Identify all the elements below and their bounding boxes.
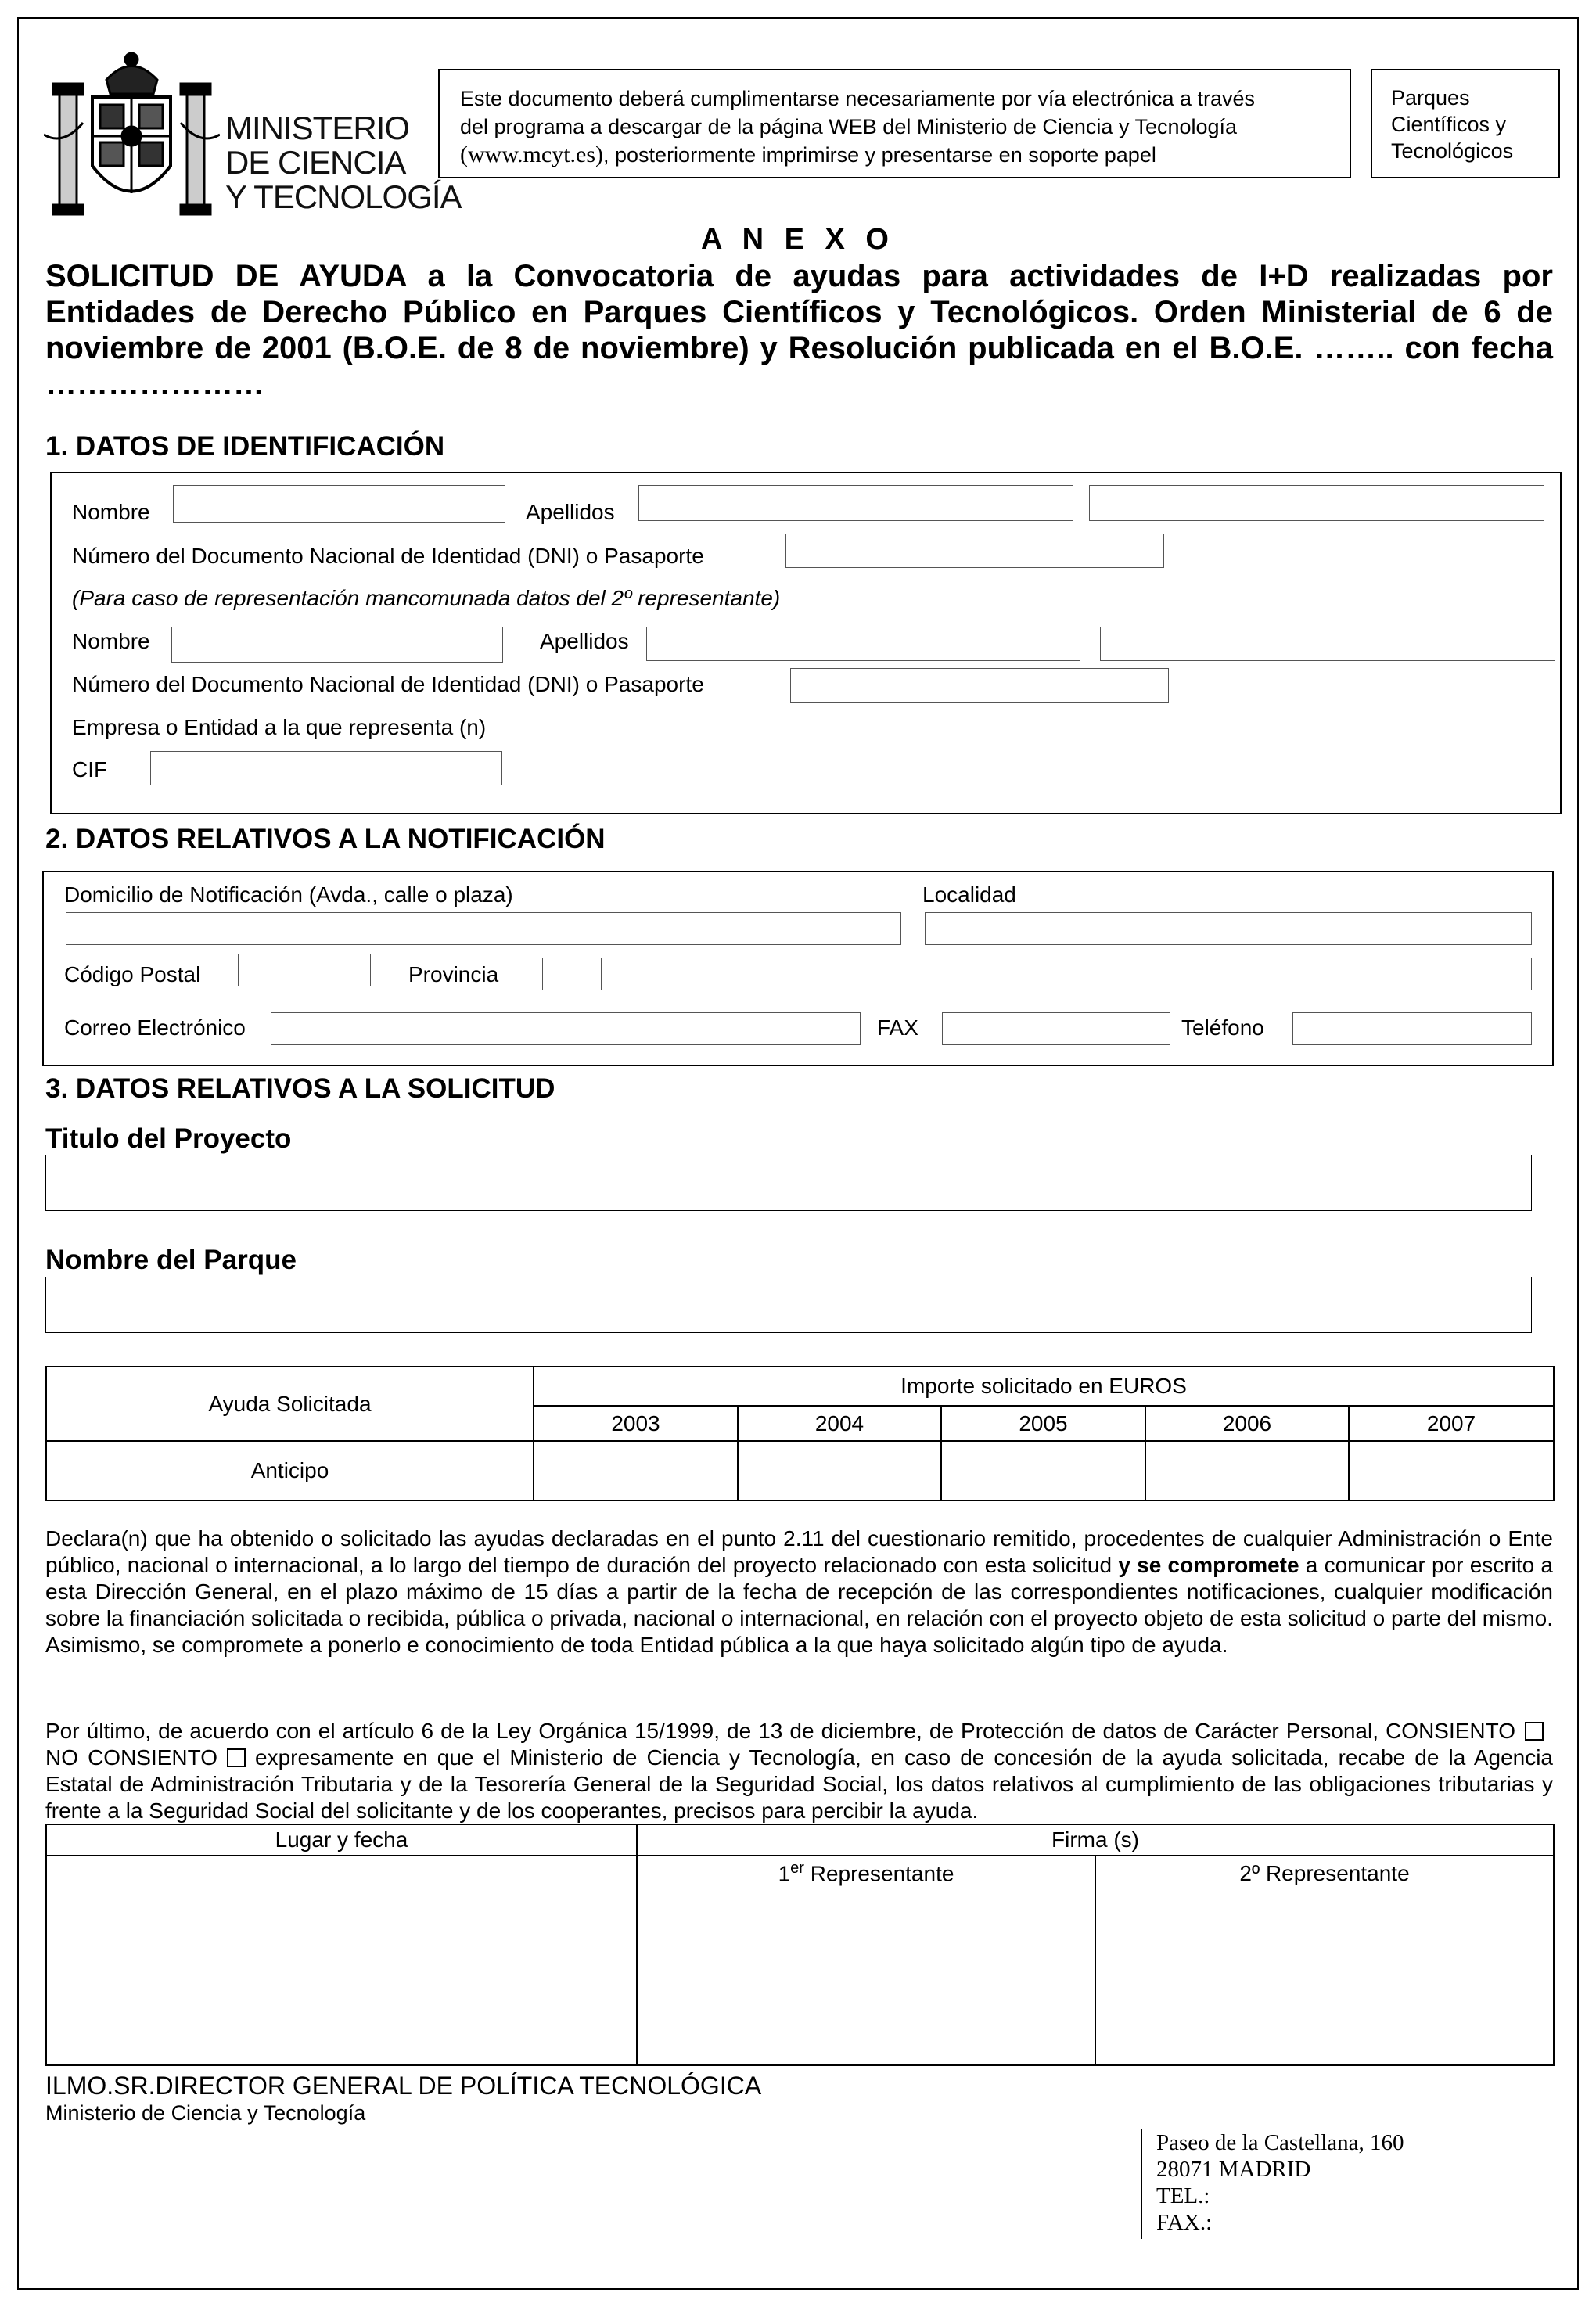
section-2-heading: 2. DATOS RELATIVOS A LA NOTIFICACIÓN: [45, 824, 606, 854]
email-field[interactable]: [271, 1012, 861, 1045]
codigo-postal-field[interactable]: [238, 954, 371, 986]
consent-checkbox[interactable]: [1525, 1722, 1544, 1741]
dni-2-field[interactable]: [790, 668, 1169, 703]
localidad-field[interactable]: [925, 912, 1532, 945]
rep1-signature-cell[interactable]: 1er Representante: [637, 1856, 1095, 2065]
declaration-paragraph: Declara(n) que ha obtenido o solicitado las ayudas declaradas en el punto 2.11 del cuestionario remitido, procedentes de cualquier Administración o Ente público, nacional o internacional, a lo largo del tiempo de duración del proyecto relacionado con esta solicitud y se compromete a comunicar por escrito a esta Dirección General, en el plazo máximo de 15 días a partir de la fecha de recepción de las correspondientes notificaciones, cualquier modificación sobre la financiación solicitada o recibida, pública o privada, nacional o internacional, en relación con el proyecto objeto de esta solicitud o parte del mismo. Asimismo, se compromete a ponerlo e conocimiento de toda Entidad pública a la que haya solicitado algún tipo de ayuda.: [45, 1526, 1553, 1657]
nombre-2-field[interactable]: [171, 627, 503, 663]
annex-title: A N E X O: [701, 223, 895, 256]
anticipo-2004-cell[interactable]: [738, 1441, 941, 1500]
nombre-label: Nombre: [72, 500, 150, 524]
apellido1-2-field[interactable]: [646, 627, 1080, 661]
section-1-heading: 1. DATOS DE IDENTIFICACIÓN: [45, 431, 445, 462]
apellido1-field[interactable]: [638, 485, 1073, 521]
rep2-signature-cell[interactable]: 2º Representante: [1095, 1856, 1554, 2065]
anticipo-2007-cell[interactable]: [1349, 1441, 1554, 1500]
cif-field[interactable]: [150, 751, 502, 785]
year-2005: 2005: [941, 1406, 1145, 1441]
nombre-field[interactable]: [173, 485, 505, 523]
provincia-field[interactable]: [606, 958, 1532, 990]
no-consent-checkbox[interactable]: [227, 1748, 246, 1767]
consent-paragraph: Por último, de acuerdo con el artículo 6 de la Ley Orgánica 15/1999, de 13 de diciembre, de Protección de datos de Carácter Personal, CONSIENTONO CONSIENTO expresamente en que el Ministerio de Ciencia y Tecnología, en caso de concesión de la ayuda solicitada, recabe de la Agencia Estatal de Administración Tributaria y de la Tesorería General de la Seguridad Social, los datos relativos al cumplimiento de las obligaciones tributarias y frente a la Seguridad Social del solicitante y de los cooperantes, precisos para percibir la ayuda.: [45, 1719, 1554, 1823]
ministry-logo-text: MINISTERIO DE CIENCIA Y TECNOLOGÍA: [225, 110, 462, 215]
addressee-ministry: Ministerio de Ciencia y Tecnología: [45, 2101, 366, 2125]
empresa-field[interactable]: [523, 710, 1533, 742]
domicilio-field[interactable]: [66, 912, 901, 945]
second-representative-note: (Para caso de representación mancomunada datos del 2º representante): [72, 586, 781, 610]
fax-label: FAX: [877, 1015, 918, 1040]
year-2004: 2004: [738, 1406, 941, 1441]
apellidos-2-label: Apellidos: [540, 629, 629, 653]
nombre-parque-label: Nombre del Parque: [45, 1245, 297, 1275]
dni-label: Número del Documento Nacional de Identidad (DNI) o Pasaporte: [72, 544, 704, 568]
apellidos-label: Apellidos: [526, 500, 615, 524]
aid-row-header: Ayuda Solicitada: [46, 1367, 534, 1441]
nombre-2-label: Nombre: [72, 629, 150, 653]
anticipo-2005-cell[interactable]: [941, 1441, 1145, 1500]
year-2006: 2006: [1145, 1406, 1349, 1441]
category-box: Parques Científicos y Tecnológicos: [1371, 69, 1560, 178]
fax-field[interactable]: [942, 1012, 1170, 1045]
telefono-field[interactable]: [1292, 1012, 1532, 1045]
empresa-label: Empresa o Entidad a la que representa (n): [72, 715, 487, 739]
postal-address: Paseo de la Castellana, 160 28071 MADRID TEL.: FAX.:: [1141, 2129, 1404, 2239]
provincia-label: Provincia: [408, 962, 499, 986]
apellido2-field[interactable]: [1089, 485, 1544, 521]
coat-of-arms-icon: [44, 49, 220, 221]
apellido2-2-field[interactable]: [1100, 627, 1555, 661]
section-3-heading: 3. DATOS RELATIVOS A LA SOLICITUD: [45, 1073, 555, 1104]
electronic-submission-notice: Este documento deberá cumplimentarse necesariamente por vía electrónica a través del programa a descargar de la página WEB del Ministerio de Ciencia y Tecnología (www.mcyt.es), posteriormente imprimirse y presentarse en soporte papel: [438, 69, 1351, 178]
titulo-proyecto-label: Titulo del Proyecto: [45, 1123, 292, 1154]
telefono-label: Teléfono: [1181, 1015, 1264, 1040]
year-2003: 2003: [534, 1406, 738, 1441]
anticipo-2006-cell[interactable]: [1145, 1441, 1349, 1500]
amount-header: Importe solicitado en EUROS: [534, 1367, 1554, 1406]
anticipo-label: Anticipo: [46, 1441, 534, 1500]
lugar-fecha-cell[interactable]: [46, 1856, 637, 2065]
document-title: SOLICITUD DE AYUDA a la Convocatoria de ayudas para actividades de I+D realizadas por Entidades de Derecho Público en Parques Científicos y Tecnológicos. Orden Ministerial de 6 de noviembre de 2001 (B.O.E. de 8 de noviembre) y Resolución publicada en el B.O.E. …….. con fecha …………………: [45, 259, 1553, 401]
localidad-label: Localidad: [922, 882, 1016, 907]
aid-requested-table: [45, 1366, 1555, 1501]
dni-2-label: Número del Documento Nacional de Identidad (DNI) o Pasaporte: [72, 672, 704, 696]
lugar-fecha-header: Lugar y fecha: [46, 1824, 637, 1856]
year-2007: 2007: [1349, 1406, 1554, 1441]
firma-header: Firma (s): [637, 1824, 1554, 1856]
ministry-url-link[interactable]: (www.mcyt.es): [460, 142, 604, 167]
anticipo-2003-cell[interactable]: [534, 1441, 738, 1500]
cif-label: CIF: [72, 757, 108, 782]
dni-field[interactable]: [785, 534, 1164, 568]
signature-table: [45, 1824, 1555, 2066]
nombre-parque-field[interactable]: [45, 1277, 1532, 1333]
email-label: Correo Electrónico: [64, 1015, 246, 1040]
domicilio-label: Domicilio de Notificación (Avda., calle o plaza): [64, 882, 513, 907]
provincia-code-field[interactable]: [542, 958, 602, 990]
addressee: ILMO.SR.DIRECTOR GENERAL DE POLÍTICA TECNOLÓGICA: [45, 2072, 762, 2100]
codigo-postal-label: Código Postal: [64, 962, 201, 986]
titulo-proyecto-field[interactable]: [45, 1155, 1532, 1211]
